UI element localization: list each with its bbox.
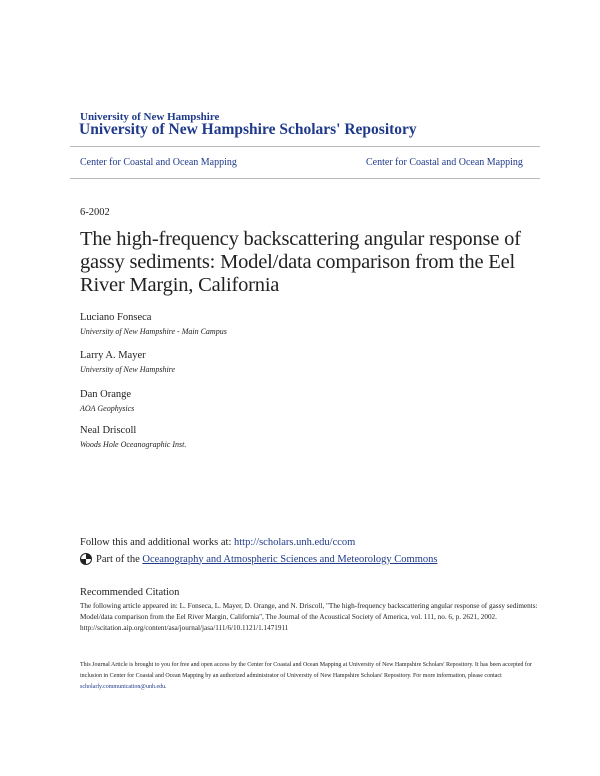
- notice-text: This Journal Article is brought to you for free and open access by the Center for Coastal and Ocean Mapping at University of New Hampshire Scholars' Repository. It has been accepted for inclusion in Center for Coastal and Ocean Mapping by an authorized administrator of University of New Hampshire Scholars' Repository. For more information, please contact: [80, 662, 532, 679]
- bottom-divider: [70, 178, 540, 179]
- institution-name[interactable]: University of New Hampshire: [80, 111, 220, 123]
- author-affiliation: AOA Geophysics: [80, 404, 135, 413]
- top-divider: [70, 146, 540, 147]
- publication-date: 6-2002: [80, 207, 110, 218]
- author-affiliation: University of New Hampshire: [80, 365, 176, 374]
- author-affiliation: Woods Hole Oceanographic Inst.: [80, 440, 187, 449]
- article-title: The high-frequency backscattering angular response of gassy sediments: Model/data comparison from the Eel River Margin, California: [80, 228, 521, 296]
- part-of-prefix: Part of the: [96, 553, 140, 565]
- author-name: Luciano Fonseca: [80, 312, 152, 323]
- notice-suffix: .: [165, 684, 167, 690]
- author-name: Neal Driscoll: [80, 425, 137, 436]
- collection-link-right[interactable]: Center for Coastal and Ocean Mapping: [366, 157, 523, 168]
- author-affiliation: University of New Hampshire - Main Campus: [80, 327, 227, 336]
- repository-name[interactable]: University of New Hampshire Scholars' Repository: [79, 121, 417, 138]
- commons-network-icon: [80, 553, 92, 565]
- collection-link-left[interactable]: Center for Coastal and Ocean Mapping: [80, 157, 237, 168]
- recommended-citation-text: The following article appeared in: L. Fonseca, L. Mayer, D. Orange, and N. Driscoll, "The high-frequency backscattering angular response of gassy sediments: Model/data comparison from the Eel River Margin, California", The Journal of the Acoustical Society of America, vol. 111, no. 6, p. 2621, 2002. http://scitation.aip.org/content/asa/journal/jasa/111/6/10.1121/1.1471911: [80, 602, 538, 632]
- contact-email-link[interactable]: scholarly.communication@unh.edu: [80, 684, 166, 690]
- follow-line: [80, 537, 355, 548]
- recommended-citation-heading: Recommended Citation: [80, 587, 180, 598]
- part-of-line: [80, 553, 437, 565]
- access-notice: [80, 660, 540, 693]
- follow-prefix: Follow this and additional works at:: [80, 537, 232, 548]
- follow-url-link[interactable]: http://scholars.unh.edu/ccom: [234, 537, 356, 548]
- author-name: Larry A. Mayer: [80, 350, 146, 361]
- commons-link[interactable]: Oceanography and Atmospheric Sciences and Meteorology Commons: [142, 553, 438, 565]
- author-name: Dan Orange: [80, 389, 132, 400]
